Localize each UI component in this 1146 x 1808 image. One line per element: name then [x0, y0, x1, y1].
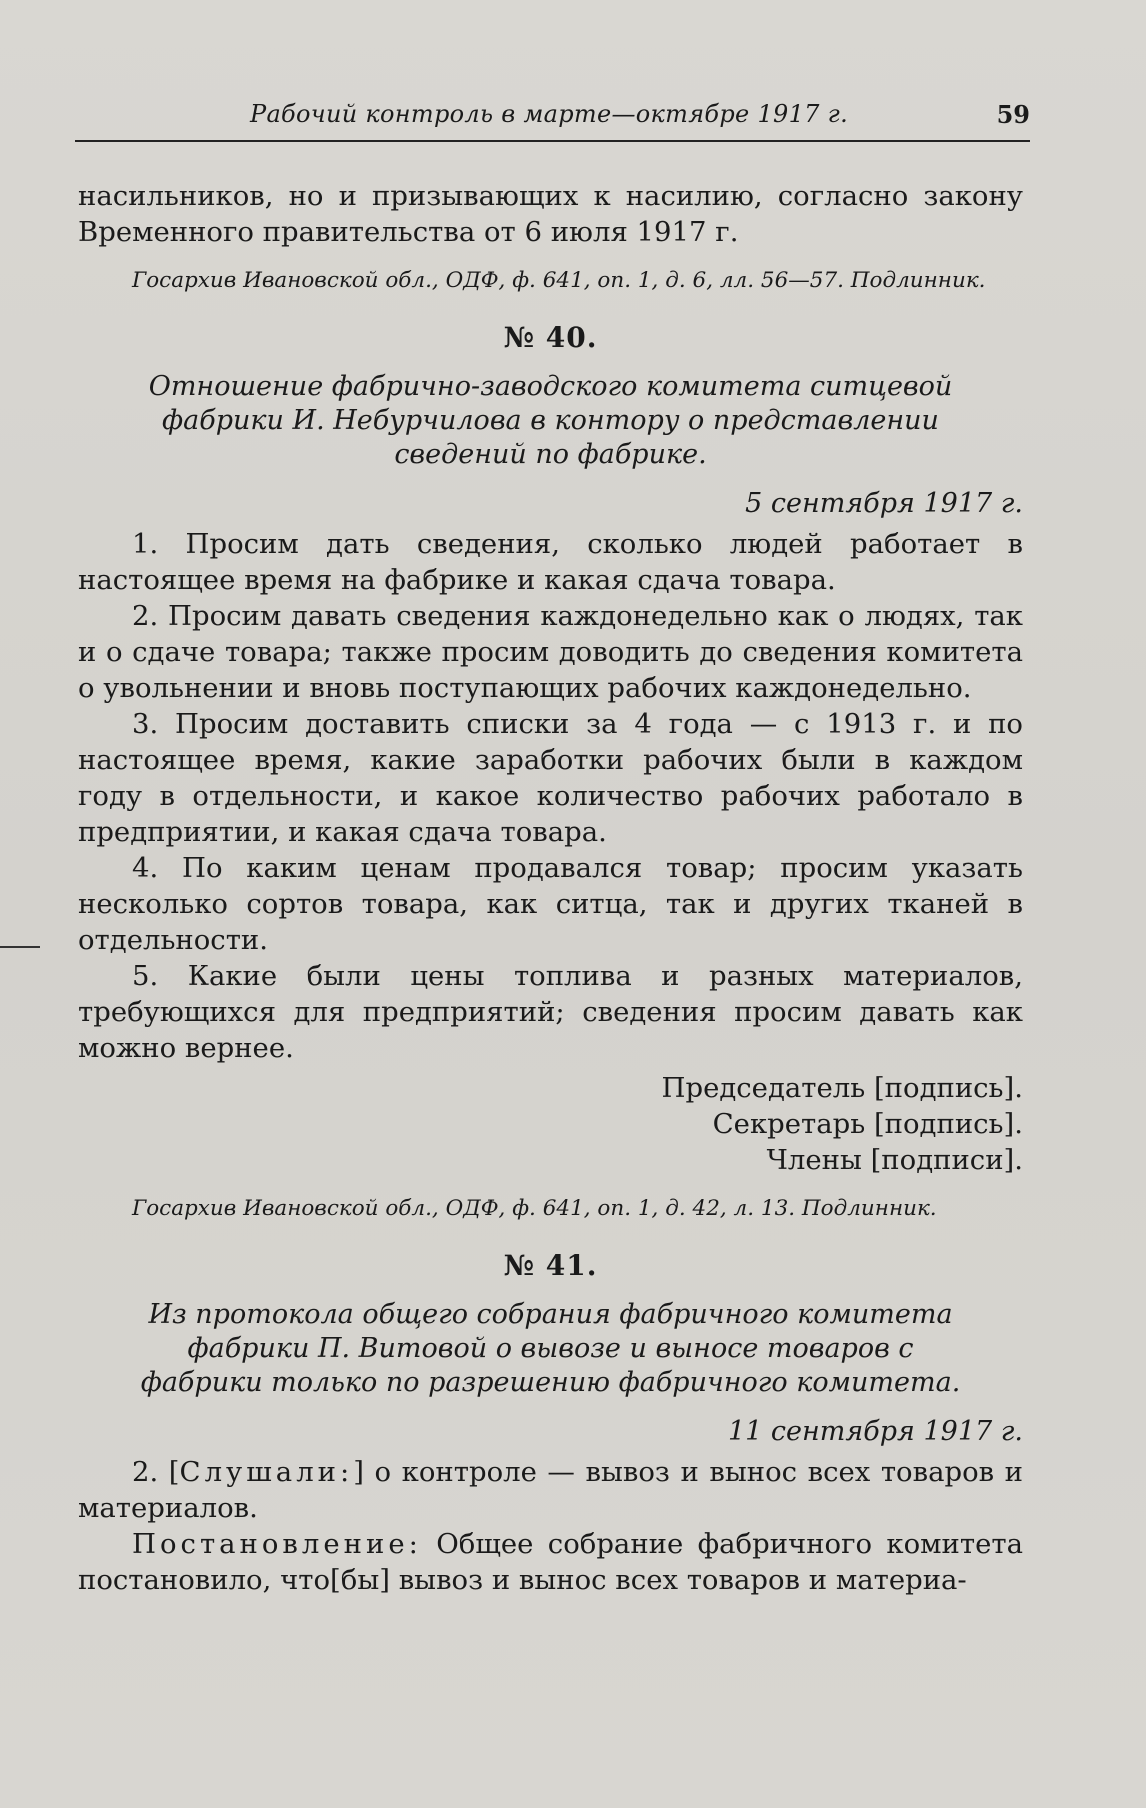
- paragraph-item-5: 5. Какие были цены топлива и разных материалов, требующихся для предприятий; сведения просим давать как можно вернее.: [78, 960, 1023, 1064]
- paragraph-item-4: 4. По каким ценам продавался товар; просим указать несколько сортов товара, как ситца, так и других тканей в отдельности.: [78, 852, 1023, 956]
- document-date-40: 5 сентября 1917 г.: [745, 488, 1023, 519]
- protocol-item-prefix: 2. [: [132, 1456, 180, 1488]
- paragraph-item-2: 2. Просим давать сведения каждонедельно как о людях, так и о сдаче товара; также просим доводить до сведения комитета о увольнении и вновь поступающих рабочих каждонедельно.: [78, 600, 1023, 704]
- archive-source-40: Госархив Ивановской обл., ОДФ, ф. 641, оп. 1, д. 42, л. 13. Подлинник.: [132, 1196, 937, 1221]
- signature-members: Члены [подписи].: [766, 1144, 1023, 1176]
- document-date-41: 11 сентября 1917 г.: [727, 1416, 1023, 1447]
- resolution-paragraph: [78, 1526, 1023, 1598]
- heard-label: Слушали:: [179, 1456, 354, 1488]
- resolution-text: Общее собрание фабричного комитета постановило, что[бы] вывоз и вынос всех товаров и материа-: [78, 1528, 1023, 1596]
- signature-block: [78, 1070, 1023, 1178]
- signature-chairman: Председатель [подпись].: [661, 1072, 1023, 1104]
- page-header: [75, 96, 1030, 142]
- page-content: [78, 178, 1023, 1598]
- document-title-41: Из протокола общего собрания фабричного комитета фабрики П. Витовой о вывозе и выносе товаров с фабрики только по разрешению фабричного комитета.: [140, 1299, 961, 1398]
- margin-mark: [0, 946, 40, 948]
- resolution-label: Постановление:: [132, 1528, 422, 1560]
- document-number-40: № 40.: [503, 321, 598, 354]
- paragraph-item-1: 1. Просим дать сведения, сколько людей работает в настоящее время на фабрике и какая сдача товара.: [78, 528, 1023, 596]
- page-number: 59: [996, 100, 1030, 129]
- protocol-item-text: ] о контроле — вывоз и вынос всех товаров и материалов.: [78, 1456, 1024, 1524]
- signature-secretary: Секретарь [подпись].: [712, 1108, 1023, 1140]
- protocol-item: [78, 1454, 1023, 1526]
- document-number-41: № 41.: [503, 1249, 598, 1282]
- continuation-paragraph: насильников, но и призывающих к насилию, согласно закону Временного правительства от 6 июля 1917 г.: [78, 180, 1023, 248]
- archive-source: Госархив Ивановской обл., ОДФ, ф. 641, оп. 1, д. 6, лл. 56—57. Подлинник.: [132, 268, 986, 293]
- running-title: Рабочий контроль в марте—октябре 1917 г.: [250, 100, 849, 128]
- paragraph-item-3: 3. Просим доставить списки за 4 года — с 1913 г. и по настоящее время, какие заработки рабочих были в каждом году в отдельности, и какое количество рабочих работало в предприятии, и какая сдача товара.: [78, 708, 1023, 848]
- document-title-40: Отношение фабрично-заводского комитета ситцевой фабрики И. Небурчилова в контору о представлении сведений по фабрике.: [148, 371, 953, 470]
